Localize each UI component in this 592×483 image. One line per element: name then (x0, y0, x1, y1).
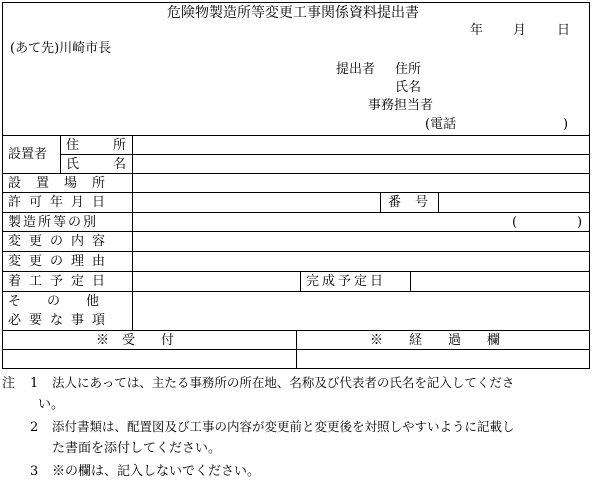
staff-label: 事務担当者 (368, 98, 434, 113)
location-label: 設置場所 (8, 176, 121, 191)
grid-line (132, 135, 133, 330)
phone-open: (電話 (425, 117, 457, 132)
grid-line (2, 271, 590, 272)
grid-line (2, 135, 590, 136)
permit-date-label: 許可年月日 (8, 195, 114, 210)
notes-prefix: 注 (2, 376, 16, 391)
note-2-number: 2 (30, 420, 39, 435)
grid-line (2, 251, 590, 252)
installer-label: 設置者 (8, 147, 48, 162)
grid-line (296, 330, 297, 369)
change-reason-label: 変更の理由 (8, 254, 114, 269)
grid-line (2, 231, 590, 232)
date-year-label: 年 (470, 23, 484, 38)
phone-close: ) (563, 117, 569, 132)
submitter-label: 提出者 (336, 62, 376, 77)
number-label: 番号 (388, 195, 443, 210)
installer-name-label: 氏 名 (66, 157, 126, 172)
grid-line (2, 291, 590, 292)
facility-paren-open: ( (512, 215, 518, 230)
document-title: 危険物製造所等変更工事関係資料提出書 (167, 5, 419, 21)
note-1-text: 法人にあっては、主たる事務所の所在地、名称及び代表者の氏名を記入してくださ (52, 375, 515, 390)
change-content-label: 変更の内容 (8, 234, 114, 249)
addressee: (あて先)川崎市長 (10, 41, 112, 56)
completion-date-label: 完成予定日 (306, 274, 387, 289)
date-day-label: 日 (557, 23, 571, 38)
grid-line (410, 271, 411, 291)
note-2-text-cont: た書面を添付してください。 (52, 441, 222, 456)
facility-paren-close: ) (577, 215, 583, 230)
date-month-label: 月 (513, 23, 527, 38)
note-1-text-cont: い。 (38, 397, 65, 412)
grid-line (2, 212, 590, 213)
note-3-number: 3 (30, 464, 39, 479)
progress-label: ※ 経 過 欄 (370, 333, 501, 348)
note-2-text: 添付書類は、配置図及び工事の内容が変更前と変更後を対照しやすいように記載し (52, 419, 515, 434)
submitter-name-label: 氏名 (395, 80, 422, 95)
grid-line (60, 154, 590, 155)
grid-line (2, 192, 590, 193)
installer-address-label: 住 所 (66, 138, 126, 153)
note-1-number: 1 (30, 376, 39, 391)
other-label-line2: 必要な事項 (8, 313, 114, 328)
grid-line (2, 173, 590, 174)
grid-line (380, 192, 381, 212)
start-date-label: 着工予定日 (8, 274, 114, 289)
grid-line (60, 135, 61, 173)
submitter-address-label: 住所 (395, 62, 422, 77)
facility-type-label: 製造所等の別 (8, 215, 99, 230)
grid-line (300, 271, 301, 291)
note-3-text: ※の欄は、記入しないでください。 (52, 464, 261, 479)
other-label-line1: その他 (8, 294, 126, 309)
reception-label: ※ 受 付 (96, 333, 175, 348)
